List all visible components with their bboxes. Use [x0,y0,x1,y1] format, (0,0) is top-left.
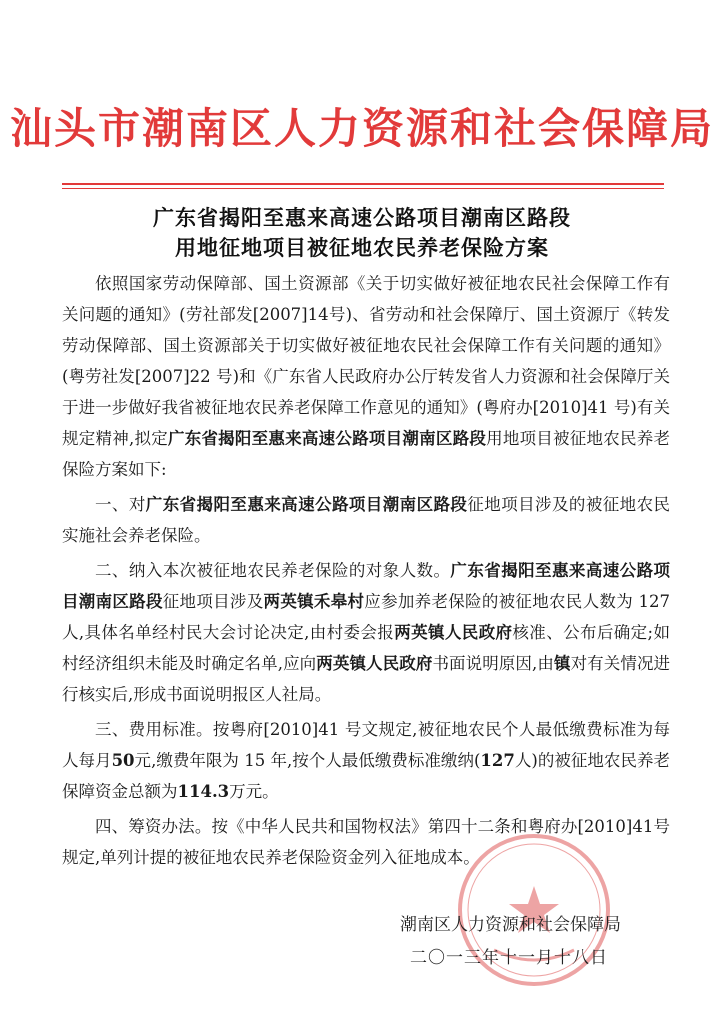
text-run-bold: 广东省揭阳至惠来高速公路项目潮南区路段 [145,495,468,514]
text-run-bold: 两英镇人民政府 [316,654,433,673]
paragraph-section-3 [62,714,670,807]
text-run: 元,缴费年限为 15 年,按个人最低缴费标准缴纳( [134,751,481,770]
letterhead-rule-thick [62,183,664,185]
text-run: 四、筹资办法。按《中华人民共和国物权法》第四十二条和粤府办[2010]41号规定,单列计提的被征地农民养老保险资金列入征地成本。 [62,817,670,867]
text-run: 核准、公布后确定;如村经济组织未能及时确定名单,应向 [62,623,670,673]
letterhead-rule-thin [62,188,664,189]
text-run: 应参加养老保险的被征地农民人数为 127 人,具体名单经村民大会讨论决定,由村委会报 [62,592,671,642]
text-run: 万元。 [229,782,279,801]
text-run: 用地项目被征地农民养老保险方案如下: [62,429,671,479]
text-run-bold: 114.3 [177,782,230,801]
paragraph-section-2 [62,555,670,710]
text-run-bold: 两英镇人民政府 [394,623,513,642]
text-run: 依照国家劳动保障部、国土资源部《关于切实做好被征地农民社会保障工作有关问题的通知》(劳社部发[2007]14号)、省劳动和社会保障厅、国土资源厅《转发劳动保障部、国土资源部关于切实做好被征地农民社会保障工作有关问题的通知》(粤劳社发[2007]22 号)和《广东省人民政府办公厅转发省人力资源和社会保障厅关于进一步做好我省被征地农民养老保障工作意见的通知》(粤府办[2010]41 号)有关规定精神,拟定 [62,274,670,448]
text-run-bold: 镇 [553,654,571,673]
text-run: 二、纳入本次被征地农民养老保险的对象人数。 [95,561,451,580]
paragraph-section-1 [62,489,670,551]
paragraph-intro [62,268,670,485]
signature-organization: 潮南区人力资源和社会保障局 [400,915,621,935]
text-run-bold: 广东省揭阳至惠来高速公路项目潮南区路段 [167,429,487,448]
text-run: 三、费用标准。按粤府[2010]41 号文规定,被征地农民个人最低缴费标准为每人每月 [62,720,670,770]
document-title-line1: 广东省揭阳至惠来高速公路项目潮南区路段 [153,205,571,230]
text-run: 征地项目涉及 [162,592,264,611]
text-run-bold: 50 [111,751,135,770]
text-run-bold: 广东省揭阳至惠来高速公路项目潮南区路段 [62,561,671,611]
text-run: 征地项目涉及的被征地农民实施社会养老保险。 [62,495,671,545]
document-body [62,268,670,873]
text-run: 人)的被征地农民养老保障资金总额为 [62,751,670,801]
text-run-bold: 两英镇禾皋村 [263,592,365,611]
signature-date: 二〇一三年十一月十八日 [410,948,608,968]
text-run: 一、对 [95,495,146,514]
text-run: 对有关情况进行核实后,形成书面说明报区人社局。 [62,654,671,704]
text-run-bold: 127 [480,751,515,770]
text-run: 书面说明原因,由 [432,654,554,673]
document-title-line2: 用地征地项目被征地农民养老保险方案 [175,235,549,260]
agency-letterhead: 汕头市潮南区人力资源和社会保障局 [9,104,714,153]
